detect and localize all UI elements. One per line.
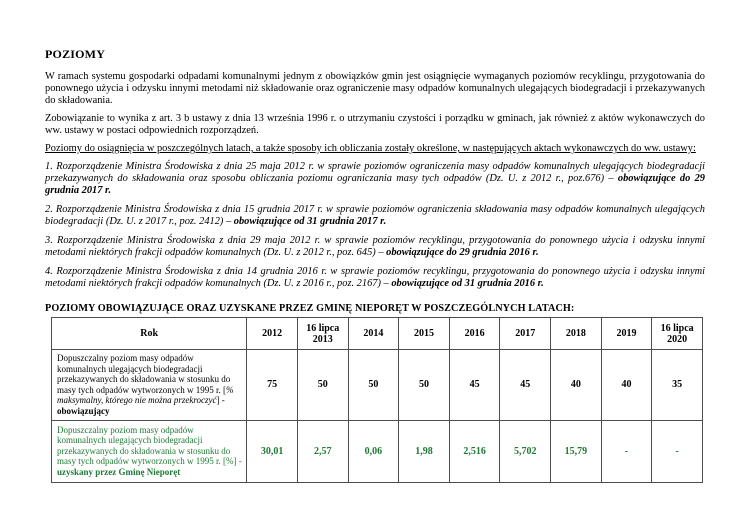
achieved-level-2020: - xyxy=(652,420,703,482)
achieved-level-2015: 1,98 xyxy=(399,420,450,482)
column-header-2017: 2017 xyxy=(500,318,551,350)
required-level-2020: 35 xyxy=(652,350,703,421)
achieved-level-2016: 2,516 xyxy=(449,420,500,482)
required-level-2018: 40 xyxy=(551,350,602,421)
column-header-2014: 2014 xyxy=(348,318,399,350)
regulation-3-text: 3. Rozporządzenie Ministra Środowiska z dnia 29 maja 2012 r. w sprawie poziomów recyklingu, przygotowania do ponownego użycia i odzysku innymi metodami niektórych frakcji odpadów komunalnych (Dz. U. z 2012 r., poz. 645) – xyxy=(45,235,705,258)
required-level-label-bold: obowiązujący xyxy=(57,405,110,416)
required-level-2012: 75 xyxy=(247,350,298,421)
column-header-2016: 2016 xyxy=(449,318,500,350)
column-header-2015: 2015 xyxy=(399,318,450,350)
regulation-1-text: 1. Rozporządzenie Ministra Środowiska z dnia 25 maja 2012 r. w sprawie poziomów ograniczenia masy odpadów komunalnych ulegających biodegradacji przekazywanych do składowania oraz sposobu obliczania poziomu ograniczania masy tych odpadów (Dz. U. z 2012 r., poz.676) – xyxy=(45,161,705,184)
required-level-2014: 50 xyxy=(348,350,399,421)
achieved-level-label xyxy=(52,420,247,482)
column-header-16-lipca-2020: 16 lipca 2020 xyxy=(652,318,703,350)
column-header-16-lipca-2013: 16 lipca 2013 xyxy=(297,318,348,350)
achieved-level-2012: 30,01 xyxy=(247,420,298,482)
page-title: POZIOMY xyxy=(45,47,106,61)
achieved-level-label-text: Dopuszczalny poziom masy odpadów komunalnych ulegających biodegradacji przekazywanych do składowania w stosunku do masy tych odpadów wytworzonych w 1995 r. [%] - xyxy=(57,424,242,467)
achieved-level-2019: - xyxy=(601,420,652,482)
legal-basis-paragraph: Zobowiązanie to wynika z art. 3 b ustawy z dnia 13 września 1996 r. o utrzymaniu czystości i porządku w gminach, jak również z aktów wykonawczych do ww. ustawy w postaci odpowiednich rozporządzeń. xyxy=(45,113,705,136)
required-level-2015: 50 xyxy=(399,350,450,421)
regulation-item-1 xyxy=(45,161,705,197)
regulation-4-effective-date: obowiązujące od 31 grudnia 2016 r. xyxy=(391,278,544,289)
levels-table-title: POZIOMY OBOWIĄZUJĄCE ORAZ UZYSKANE PRZEZ GMINĘ NIEPORĘT W POSZCZEGÓLNYCH LATACH: xyxy=(45,303,575,314)
required-level-2016: 45 xyxy=(449,350,500,421)
regulation-2-effective-date: obowiązujące od 31 grudnia 2017 r. xyxy=(233,216,387,227)
column-header-rok: Rok xyxy=(52,318,247,350)
required-level-2019: 40 xyxy=(601,350,652,421)
achieved-level-2014: 0,06 xyxy=(348,420,399,482)
required-level-2017: 45 xyxy=(500,350,551,421)
column-header-2012: 2012 xyxy=(247,318,298,350)
regulation-item-2 xyxy=(45,204,705,228)
table-header-row xyxy=(52,318,703,350)
regulation-2-text: 2. Rozporządzenie Ministra Środowiska z dnia 15 grudnia 2017 r. w sprawie poziomów ograniczenia składowania masy odpadów komunalnych ulegających biodegradacji (Dz. U. z 2017 r., poz. 2412) – xyxy=(45,204,705,227)
column-header-2019: 2019 xyxy=(601,318,652,350)
achieved-level-label-bold: uzyskany przez Gminę Nieporęt xyxy=(57,466,181,477)
regulation-3-effective-date: obowiązujące do 29 grudnia 2016 r. xyxy=(386,247,539,258)
achieved-level-2013: 2,57 xyxy=(297,420,348,482)
levels-definition-paragraph: Poziomy do osiągnięcia w poszczególnych latach, a także sposoby ich obliczania zostały określone, w następujących aktach wykonawczych do ww. ustawy: xyxy=(45,143,696,154)
table-row-achieved-level xyxy=(52,420,703,482)
achieved-level-2018: 15,79 xyxy=(551,420,602,482)
regulation-4-text: 4. Rozporządzenie Ministra Środowiska z dnia 14 grudnia 2016 r. w sprawie poziomów recyklingu, przygotowania do ponownego użycia i odzysku innymi metodami niektórych frakcji odpadów komunalnych (Dz. U. z 2016 r., poz. 2167) – xyxy=(45,266,705,289)
intro-paragraph: W ramach systemu gospodarki odpadami komunalnymi jednym z obowiązków gmin jest osiągnięcie wymaganych poziomów recyklingu, przygotowania do ponownego użycia i odzysku innymi metodami niż składowanie oraz ograniczenie masy odpadów komunalnych ulegających biodegradacji i przekazywanych do składowania. xyxy=(45,71,705,106)
required-level-label xyxy=(52,350,247,421)
regulation-1-effective-date: obowiązujące do 29 grudnia 2017 r. xyxy=(45,173,705,196)
regulation-item-3 xyxy=(45,235,705,259)
levels-table xyxy=(51,317,703,483)
table-row-required-level xyxy=(52,350,703,421)
required-level-label-italic: % maksymalny, którego nie można przekroczyć xyxy=(57,384,234,406)
regulation-item-4 xyxy=(45,266,705,290)
achieved-level-2017: 5,702 xyxy=(500,420,551,482)
column-header-2018: 2018 xyxy=(551,318,602,350)
required-level-label-text: Dopuszczalny poziom masy odpadów komunalnych ulegających biodegradacji przekazywanych do składowania w stosunku do masy tych odpadów wytworzonych w 1995 r. [ xyxy=(57,353,231,395)
required-level-label-close: ] - xyxy=(216,395,225,406)
required-level-2013: 50 xyxy=(297,350,348,421)
